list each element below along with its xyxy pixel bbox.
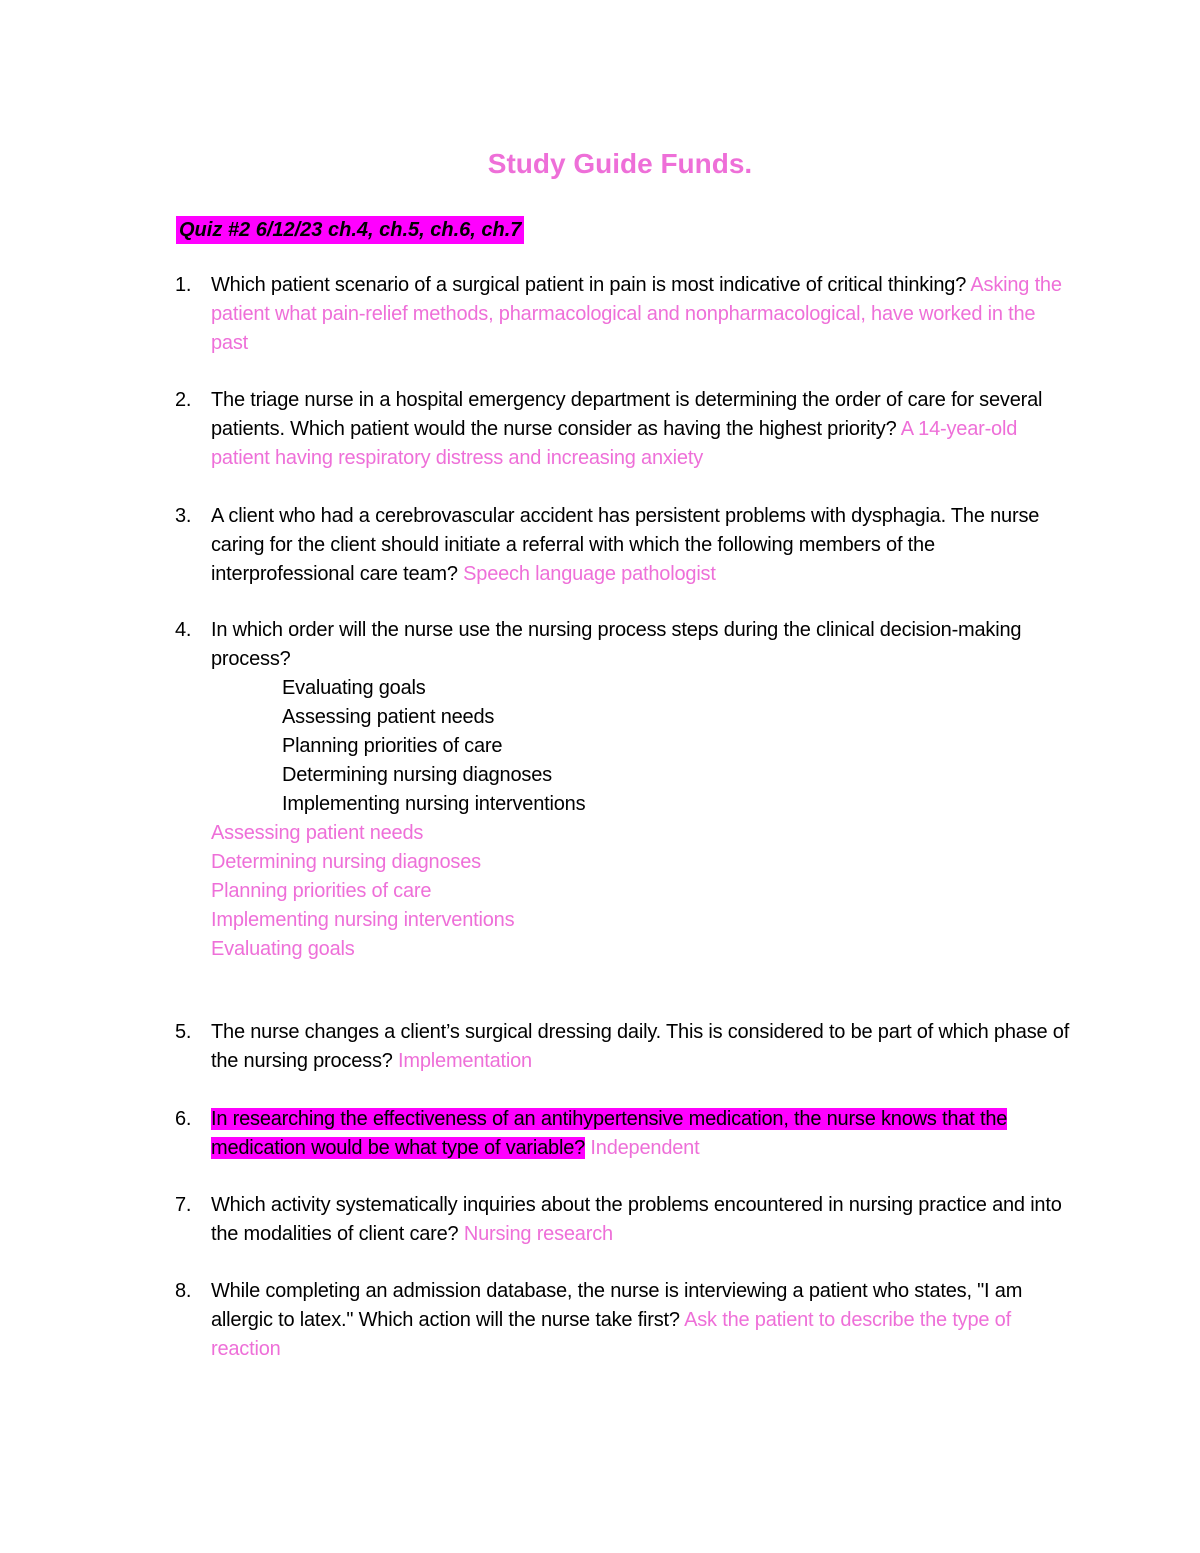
answer-text: Asking the patient what pain-relief methods, pharmacological and nonpharmacological, have worked in the past bbox=[211, 274, 1062, 354]
question-number: 4. bbox=[175, 619, 192, 641]
question-text: Which patient scenario of a surgical patient in pain is most indicative of critical thinking? bbox=[211, 274, 967, 296]
question-4 bbox=[175, 616, 1071, 964]
question-2 bbox=[175, 386, 1071, 473]
question-text: The nurse changes a client’s surgical dressing daily. This is considered to be part of which phase of the nursing process? bbox=[211, 1021, 1070, 1072]
answer-text: Ask the patient to describe the type of reaction bbox=[211, 1309, 1011, 1360]
step-item: Assessing patient needs bbox=[282, 706, 495, 728]
question-text: The triage nurse in a hospital emergency department is determining the order of care for several patients. Which patient would the nurse consider as having the highest priority? bbox=[211, 389, 1043, 440]
answer-text: Nursing research bbox=[463, 1223, 613, 1245]
question-5 bbox=[175, 1018, 1071, 1076]
question-number: 5. bbox=[175, 1021, 192, 1043]
step-item: Implementing nursing interventions bbox=[282, 793, 586, 815]
answer-step: Implementing nursing interventions bbox=[211, 909, 515, 931]
question-text: Which activity systematically inquiries about the problems encountered in nursing practice and into the modalities of client care? bbox=[211, 1194, 1062, 1245]
answer-step: Assessing patient needs bbox=[211, 822, 424, 844]
question-3 bbox=[175, 502, 1071, 589]
question-8 bbox=[175, 1277, 1071, 1364]
question-6 bbox=[175, 1105, 1071, 1163]
question-number: 8. bbox=[175, 1280, 192, 1302]
answer-step: Planning priorities of care bbox=[211, 880, 432, 902]
highlighted-question-text: In researching the effectiveness of an antihypertensive medication, the nurse knows that the medication would be what type of variable? bbox=[211, 1108, 1008, 1159]
question-number: 6. bbox=[175, 1108, 192, 1130]
step-item: Determining nursing diagnoses bbox=[282, 764, 552, 786]
document-title: Study Guide Funds. bbox=[487, 148, 753, 179]
question-number: 7. bbox=[175, 1194, 192, 1216]
answer-text: A 14-year-old patient having respiratory distress and increasing anxiety bbox=[211, 418, 1018, 469]
question-number: 1. bbox=[175, 274, 192, 296]
answer-step: Determining nursing diagnoses bbox=[211, 851, 481, 873]
question-7 bbox=[175, 1191, 1071, 1249]
answer-step: Evaluating goals bbox=[211, 938, 355, 960]
quiz-header: Quiz #2 6/12/23 ch.4, ch.5, ch.6, ch.7 bbox=[176, 216, 524, 244]
question-text: A client who had a cerebrovascular accident has persistent problems with dysphagia. The nurse caring for the client should initiate a referral with which the following members of the interprofessional care team? bbox=[211, 505, 1040, 585]
answer-text: Implementation bbox=[398, 1050, 532, 1072]
question-1 bbox=[175, 271, 1071, 358]
question-number: 3. bbox=[175, 505, 192, 527]
question-text: While completing an admission database, the nurse is interviewing a patient who states, "I am allergic to latex." Which action will the nurse take first? bbox=[211, 1280, 1023, 1331]
question-text: In which order will the nurse use the nursing process steps during the clinical decision-making process? bbox=[211, 619, 1022, 670]
step-item: Planning priorities of care bbox=[282, 735, 503, 757]
question-number: 2. bbox=[175, 389, 192, 411]
step-item: Evaluating goals bbox=[282, 677, 426, 699]
answer-text: Speech language pathologist bbox=[463, 563, 716, 585]
answer-text: Independent bbox=[590, 1137, 700, 1159]
